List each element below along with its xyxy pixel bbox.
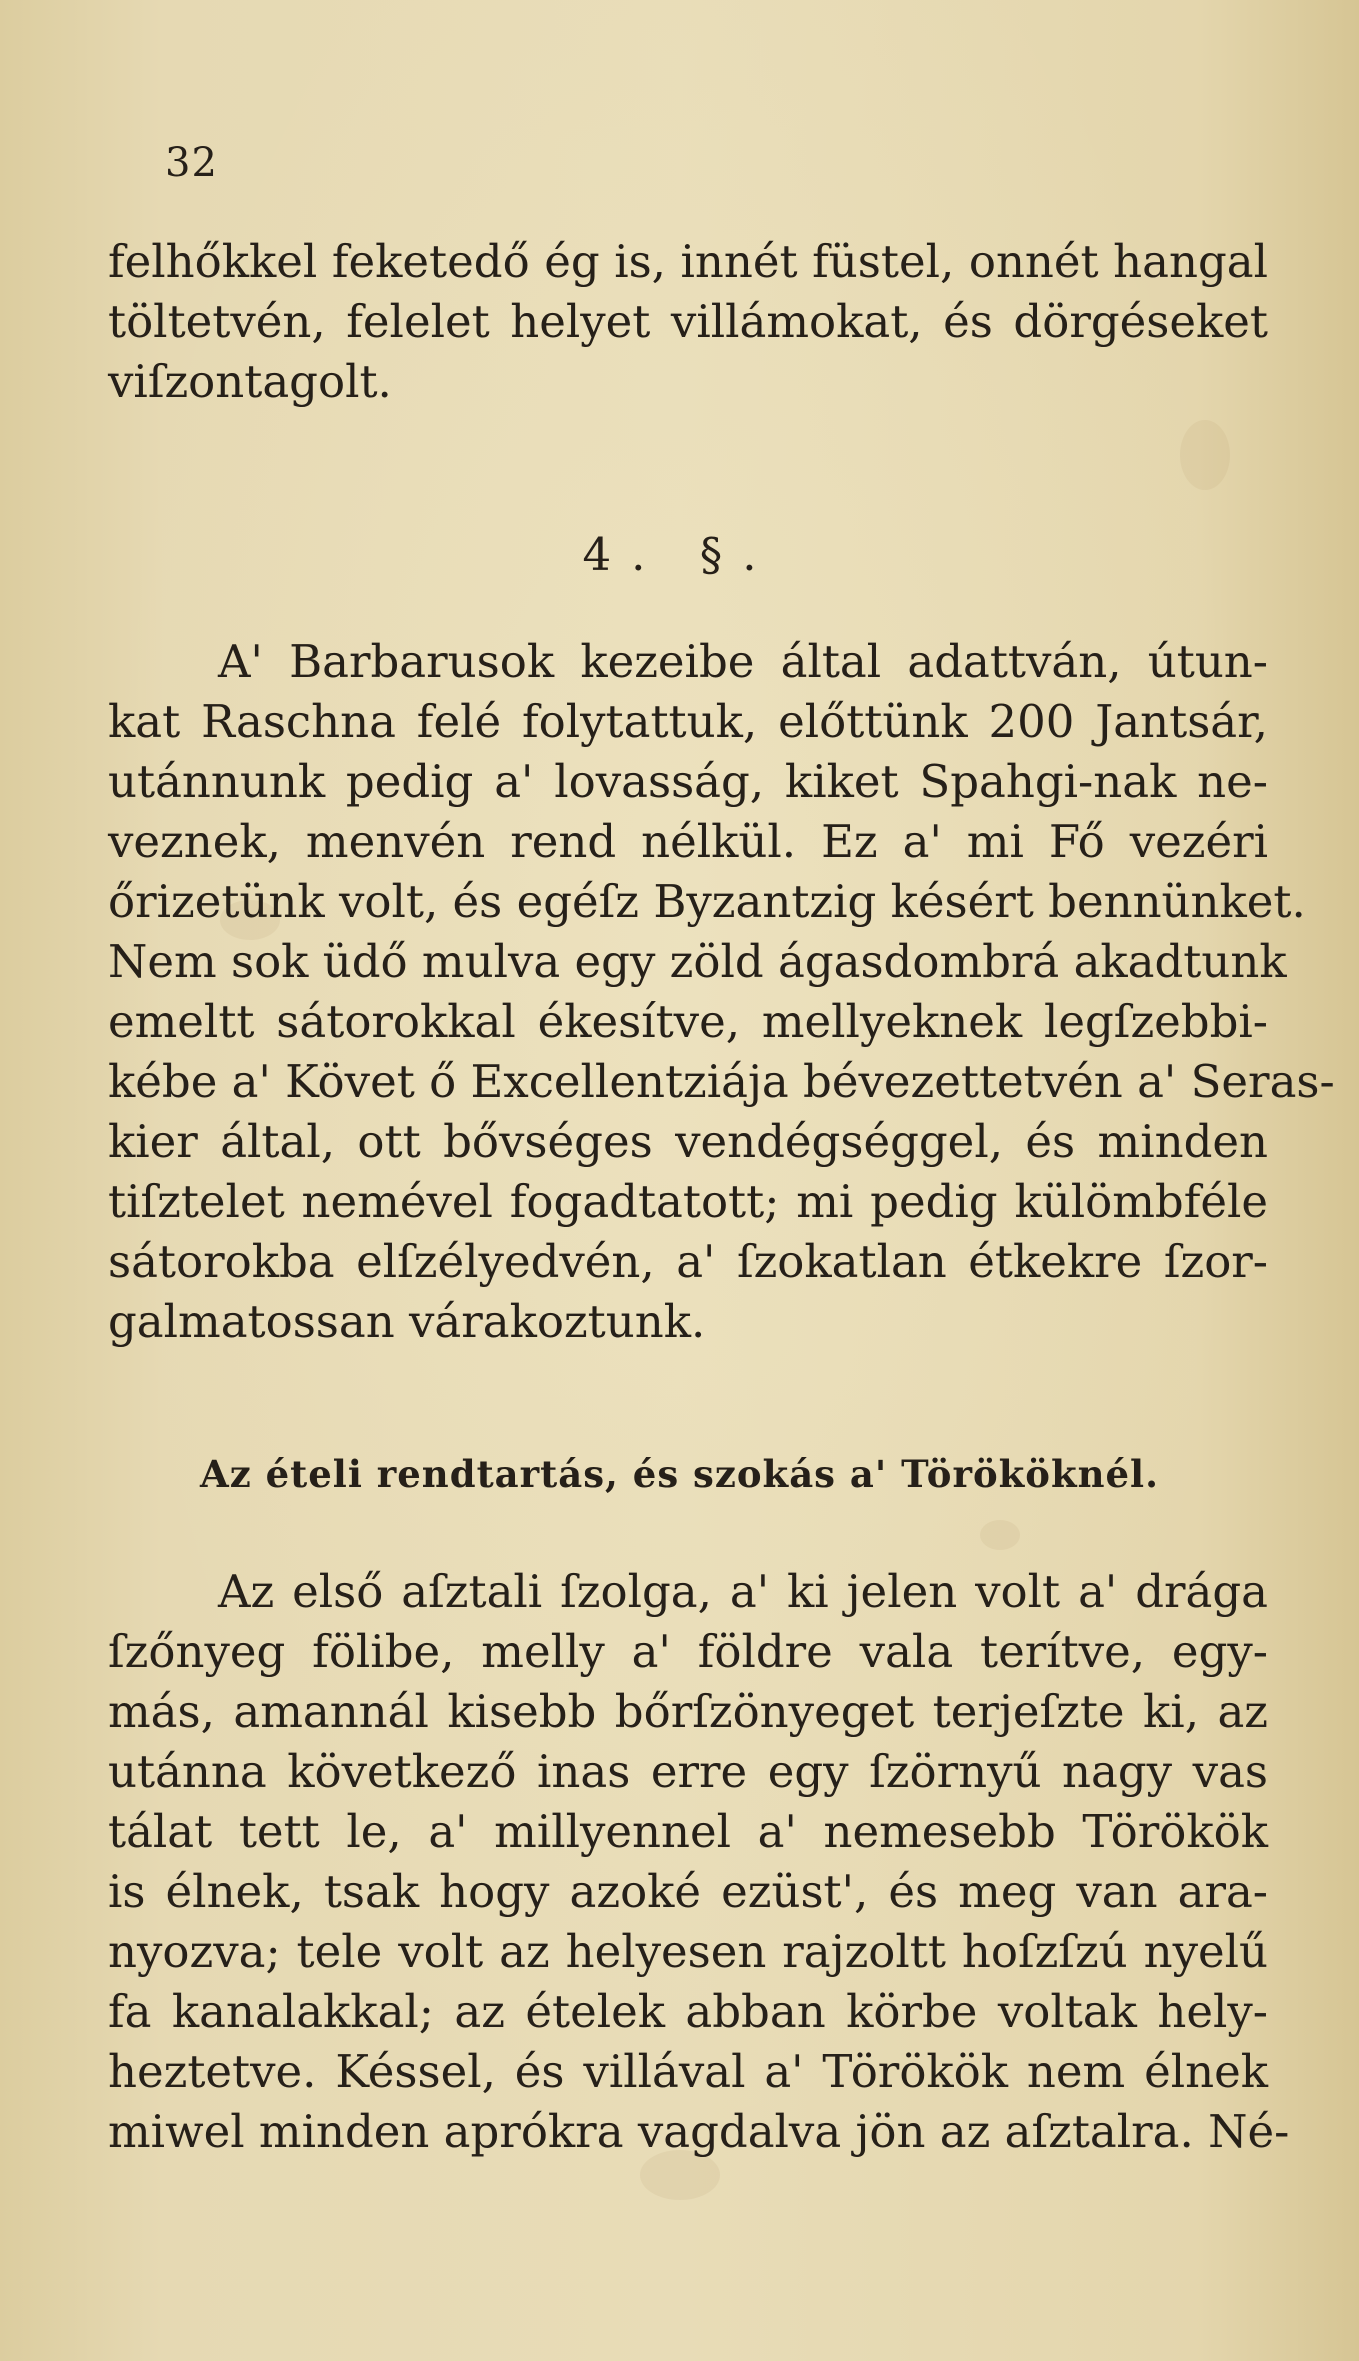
- intro-text: [108, 232, 1268, 412]
- text-line: kier által, ott bővséges vendégséggel, és minden: [108, 1115, 1268, 1168]
- paragraph-1: [108, 632, 1335, 1352]
- text-line: is élnek, tsak hogy azoké ezüst', és meg van ara-: [108, 1865, 1268, 1918]
- text-line: Az első aſztali ſzolga, a' ki jelen volt a' drága: [218, 1565, 1268, 1618]
- text-line: galmatossan várakoztunk.: [108, 1295, 706, 1348]
- paper-stain: [980, 1520, 1020, 1550]
- text-line: Nem sok üdő mulva egy zöld ágasdombrá akadtunk: [108, 935, 1287, 988]
- section-mark: 4. §.: [582, 528, 777, 581]
- text-line: tiſztelet nemével fogadtatott; mi pedig külömbféle: [108, 1175, 1268, 1228]
- paper-stain: [1180, 420, 1230, 490]
- text-line: tálat tett le, a' millyennel a' nemesebb Törökök: [108, 1805, 1268, 1858]
- text-line: viſzontagolt.: [108, 355, 392, 408]
- text-line: töltetvén, felelet helyet villámokat, és dörgéseket: [108, 295, 1268, 348]
- text-line: kat Raschna felé folytattuk, előttünk 200 Jantsár,: [108, 695, 1268, 748]
- text-line: kébe a' Követ ő Excellentziája bévezettetvén a' Seras-: [108, 1055, 1335, 1108]
- text-line: más, amannál kisebb bőrſzönyeget terjeſzte ki, az: [108, 1685, 1268, 1738]
- text-line: őrizetünk volt, és egéſz Byzantzig késért bennünket.: [108, 875, 1306, 928]
- text-line: fa kanalakkal; az ételek abban körbe voltak hely-: [108, 1985, 1268, 2038]
- text-line: veznek, menvén rend nélkül. Ez a' mi Fő vezéri: [108, 815, 1268, 868]
- text-line: A' Barbarusok kezeibe által adattván, útun-: [218, 635, 1268, 688]
- text-line: heztetve. Késsel, és villával a' Törökök nem élnek: [108, 2045, 1268, 2098]
- text-line: miwel minden aprókra vagdalva jön az aſztalra. Né-: [108, 2105, 1290, 2158]
- text-line: felhőkkel feketedő ég is, innét füstel, onnét hangal: [108, 235, 1268, 288]
- text-line: sátorokba elſzélyedvén, a' ſzokatlan étkekre ſzor-: [108, 1235, 1268, 1288]
- text-line: utánnunk pedig a' lovasság, kiket Spahgi-nak ne-: [108, 755, 1268, 808]
- text-line: nyozva; tele volt az helyesen rajzoltt hoſzſzú nyelű: [108, 1925, 1268, 1978]
- section-heading: Az ételi rendtartás, és szokás a' Törököknél.: [200, 1452, 1159, 1496]
- text-line: ſzőnyeg fölibe, melly a' földre vala terítve, egy-: [108, 1625, 1268, 1678]
- paragraph-2: [108, 1562, 1290, 2162]
- text-line: utánna következő inas erre egy ſzörnyű nagy vas: [108, 1745, 1268, 1798]
- page-number: 32: [165, 140, 218, 186]
- text-line: emeltt sátorokkal ékesítve, mellyeknek legſzebbi-: [108, 995, 1268, 1048]
